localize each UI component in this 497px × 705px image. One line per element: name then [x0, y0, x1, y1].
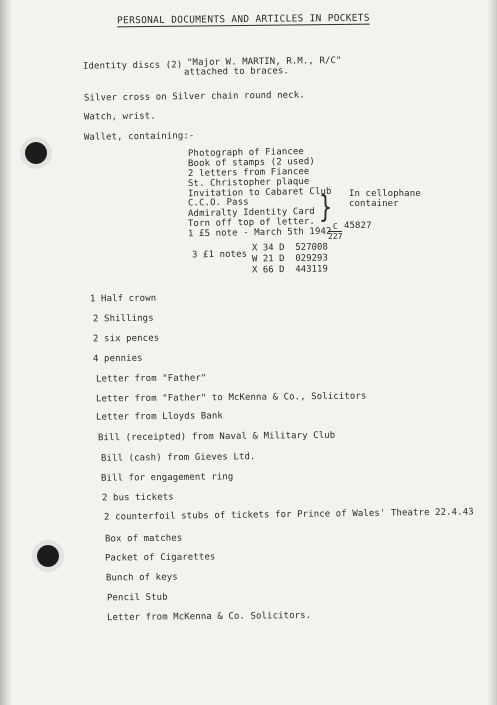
list-item: Bill for engagement ring	[100, 472, 234, 484]
fiver-fraction-denominator: 227	[328, 232, 343, 241]
brace-symbol: }	[318, 190, 333, 225]
pound-note-serial: X 66 D 443119	[251, 264, 328, 276]
pound-notes-label: 3 £1 notes	[191, 249, 248, 261]
list-item: Box of matches	[104, 533, 183, 545]
list-item: Bunch of keys	[105, 572, 178, 584]
cellophane-line1: In cellophane	[349, 189, 421, 199]
wallet-item: Torn off top of letter.	[187, 216, 316, 230]
list-item: Silver cross on Silver chain round neck.	[83, 90, 305, 104]
fiver-serial: 45827	[344, 221, 372, 231]
fiver-fraction-numerator: C	[328, 222, 342, 232]
punch-hole-bottom	[37, 545, 59, 567]
list-item: Letter from "Father"	[95, 373, 207, 385]
page-right-shadow	[487, 0, 497, 705]
wallet-item: Invitation to Cabaret Club	[187, 186, 332, 200]
wallet-item: St. Christopher plaque	[187, 176, 310, 190]
identity-value-line2: attached to braces.	[183, 66, 289, 78]
list-item: 4 pennies	[92, 353, 143, 365]
list-item: 2 counterfoil stubs of tickets for Prince of Wales' Theatre 22.4.43	[103, 507, 474, 523]
list-item: Letter from Lloyds Bank	[95, 411, 223, 423]
cellophane-line2: container	[349, 199, 399, 209]
list-item: Bill (cash) from Gieves Ltd.	[100, 452, 256, 464]
list-item: 2 bus tickets	[101, 492, 174, 504]
page-title: PERSONAL DOCUMENTS AND ARTICLES IN POCKETS	[116, 12, 370, 27]
punch-hole-top	[25, 142, 47, 164]
wallet-item: 1 £5 note - March 5th 1942	[187, 226, 332, 240]
list-item: 1 Half crown	[89, 293, 157, 305]
list-item: 2 six pences	[92, 333, 160, 345]
wallet-item: Photograph of Fiancee	[187, 146, 304, 160]
list-item: Wallet, containing:-	[83, 131, 195, 143]
list-item: Packet of Cigarettes	[104, 552, 216, 564]
wallet-item: C.C.O. Pass	[187, 197, 249, 209]
list-item: Watch, wrist.	[83, 111, 156, 123]
wallet-item: Admiralty Identity Card	[187, 206, 316, 220]
identity-value-line1: "Major W. MARTIN, R.M., R/C"	[186, 55, 342, 69]
wallet-item: 2 letters from Fiancee	[187, 166, 310, 180]
page-edge-shadow	[0, 0, 12, 705]
list-item: Letter from McKenna & Co. Solicitors.	[106, 610, 312, 624]
wallet-item: Book of stamps (2 used)	[187, 156, 316, 170]
list-item: 2 Shillings	[92, 313, 154, 325]
pound-note-serial: X 34 D 527008	[251, 242, 328, 254]
list-item: Bill (receipted) from Naval & Military Club	[97, 430, 336, 444]
pound-note-serial: W 21 D 029293	[251, 253, 328, 265]
identity-label: Identity discs (2)	[82, 60, 183, 72]
list-item: Pencil Stub	[106, 592, 168, 604]
fiver-prefix-fraction	[328, 222, 342, 241]
list-item: Letter from "Father" to McKenna & Co., Solicitors	[95, 391, 367, 405]
